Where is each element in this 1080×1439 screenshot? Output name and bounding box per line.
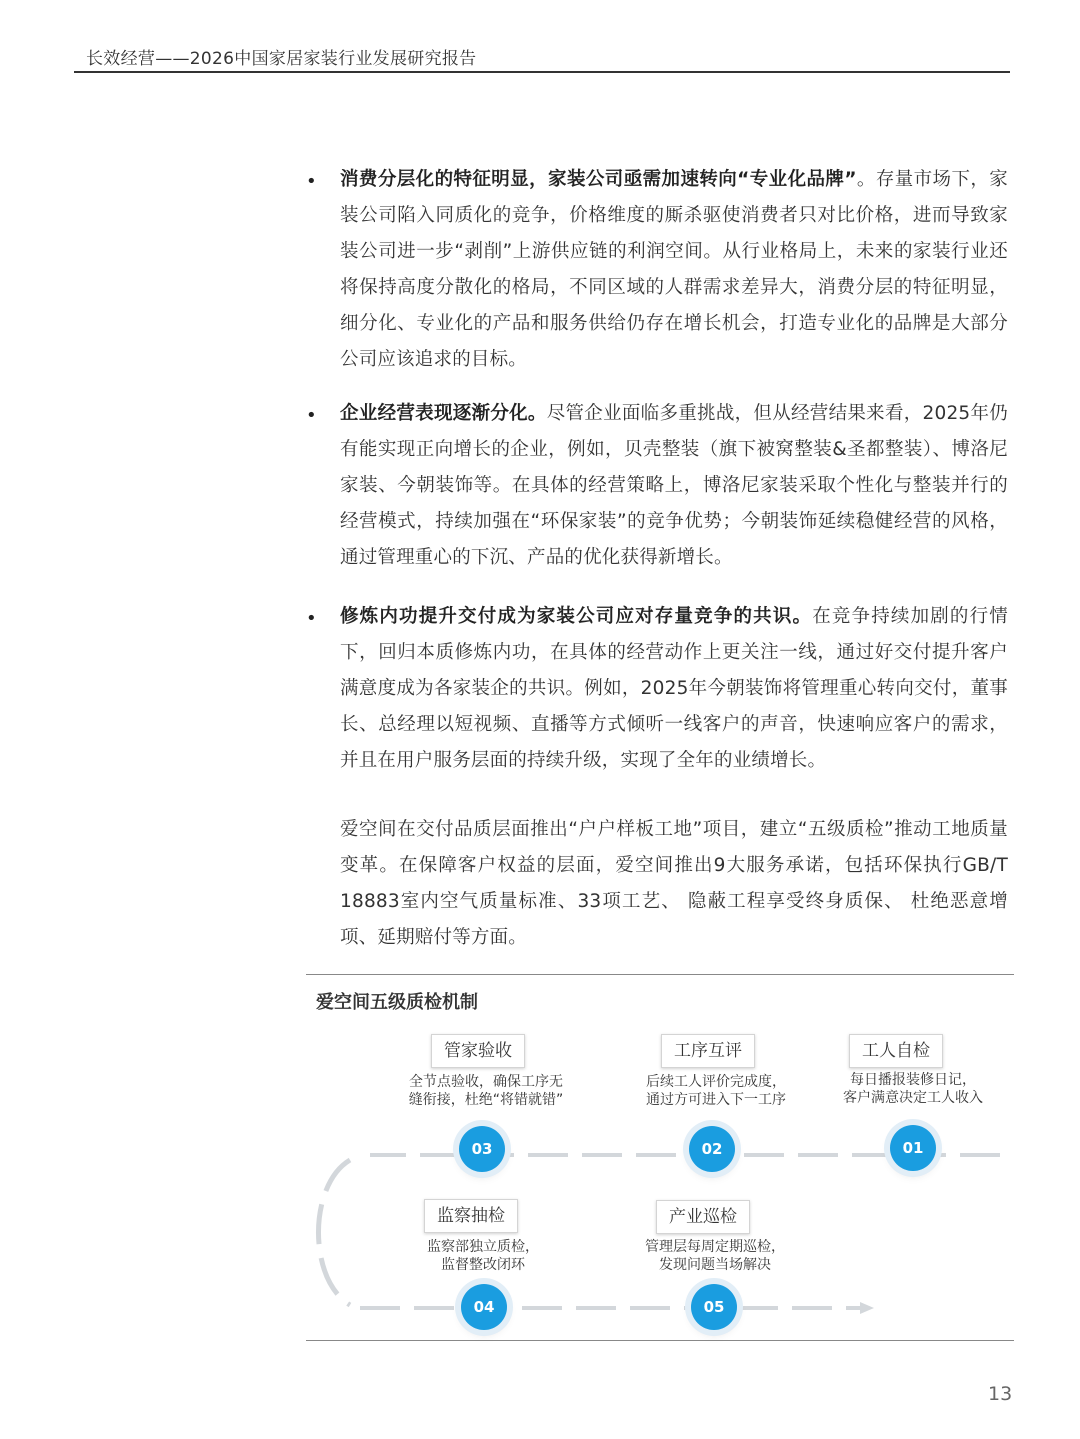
paragraph-1-body: 。存量市场下，家装公司陷入同质化的竞争，价格维度的厮杀驱使消费者只对比价格，进而导致家装公司进一步“剥削”上游供应链的利润空间。从行业格局上，未来的家装行业还将保持高度分散化的格局，不同区域的人群需求差异大，消费分层的特征明显，细分化、专业化的产品和服务供给仍存在增长机会，打造专业化的品牌是大部分公司应该追求的目标。 <box>340 169 1008 370</box>
header-title: 长效经营——2026中国家居家装行业发展研究报告 <box>86 49 477 69</box>
step-desc-03-line2: 缝衔接，杜绝“将错就错” <box>408 1092 564 1108</box>
step-desc-02-line2: 通过方可进入下一工序 <box>646 1092 786 1108</box>
step-desc-02 <box>621 1073 811 1109</box>
paragraph-4-body: 爱空间在交付品质层面推出“户户样板工地”项目，建立“五级质检”推动工地质量变革。在保障客户权益的层面，爱空间推出9大服务承诺，包括环保执行GB/T 18883室内空气质量标准、33项工艺、 隐蔽工程享受终身质保、 杜绝恶意增项、延期赔付等方面。 <box>340 819 1008 948</box>
step-circle-05: 05 <box>691 1284 737 1330</box>
paragraph-2 <box>340 396 1008 576</box>
paragraph-1 <box>340 162 1008 378</box>
step-desc-04-line1: 监察部独立质检， <box>427 1239 539 1255</box>
step-circle-02: 02 <box>689 1126 735 1172</box>
step-box-02: 工序互评 <box>661 1034 755 1068</box>
step-desc-01 <box>818 1071 1008 1107</box>
diagram-bottom-rule <box>306 1340 1014 1341</box>
flow-curve <box>319 1160 351 1305</box>
step-desc-04-line2: 监督整改闭环 <box>441 1257 525 1273</box>
diagram-title: 爱空间五级质检机制 <box>316 992 478 1013</box>
paragraph-2-lead: 企业经营表现逐渐分化。 <box>340 403 547 424</box>
step-desc-01-line1: 每日播报装修日记， <box>850 1072 976 1088</box>
step-circle-01: 01 <box>890 1125 936 1171</box>
page-number: 13 <box>988 1383 1013 1405</box>
step-desc-05-line1: 管理层每周定期巡检， <box>645 1239 785 1255</box>
step-desc-05 <box>620 1238 810 1274</box>
step-box-03: 管家验收 <box>431 1034 525 1068</box>
step-desc-03 <box>391 1073 581 1109</box>
paragraph-3-body: 在竞争持续加剧的行情下，回归本质修炼内功，在具体的经营动作上更关注一线，通过好交付提升客户满意度成为各家装企的共识。例如，2025年今朝装饰将管理重心转向交付，董事长、总经理以短视频、直播等方式倾听一线客户的声音，快速响应客户的需求，并且在用户服务层面的持续升级，实现了全年的业绩增长。 <box>340 606 1008 771</box>
diagram-top-rule <box>306 974 1014 975</box>
step-box-01: 工人自检 <box>849 1034 943 1068</box>
step-circle-04: 04 <box>461 1284 507 1330</box>
paragraph-1-lead: 消费分层化的特征明显，家装公司亟需加速转向“专业化品牌” <box>340 169 857 190</box>
step-box-04: 监察抽检 <box>424 1199 518 1233</box>
bullet-2: • <box>306 405 317 426</box>
paragraph-4 <box>340 812 1008 956</box>
step-circle-03: 03 <box>459 1126 505 1172</box>
bullet-3: • <box>306 608 317 629</box>
step-desc-02-line1: 后续工人评价完成度， <box>646 1074 786 1090</box>
paragraph-2-body: 尽管企业面临多重挑战，但从经营结果来看，2025年仍有能实现正向增长的企业，例如，贝壳整装（旗下被窝整装&圣都整装）、博洛尼家装、今朝装饰等。在具体的经营策略上，博洛尼家装采取个性化与整装并行的经营模式，持续加强在“环保家装”的竞争优势；今朝装饰延续稳健经营的风格，通过管理重心的下沉、产品的优化获得新增长。 <box>340 403 1008 568</box>
paragraph-3 <box>340 599 1008 779</box>
bullet-1: • <box>306 171 317 192</box>
step-desc-03-line1: 全节点验收，确保工序无 <box>409 1074 563 1090</box>
header-rule <box>74 71 1010 73</box>
step-box-05: 产业巡检 <box>656 1200 750 1234</box>
flow-arrowhead <box>860 1302 874 1314</box>
step-desc-01-line2: 客户满意决定工人收入 <box>843 1090 983 1106</box>
step-desc-05-line2: 发现问题当场解决 <box>659 1257 771 1273</box>
paragraph-3-lead: 修炼内功提升交付成为家装公司应对存量竞争的共识。 <box>340 606 813 627</box>
step-desc-04 <box>388 1238 578 1274</box>
